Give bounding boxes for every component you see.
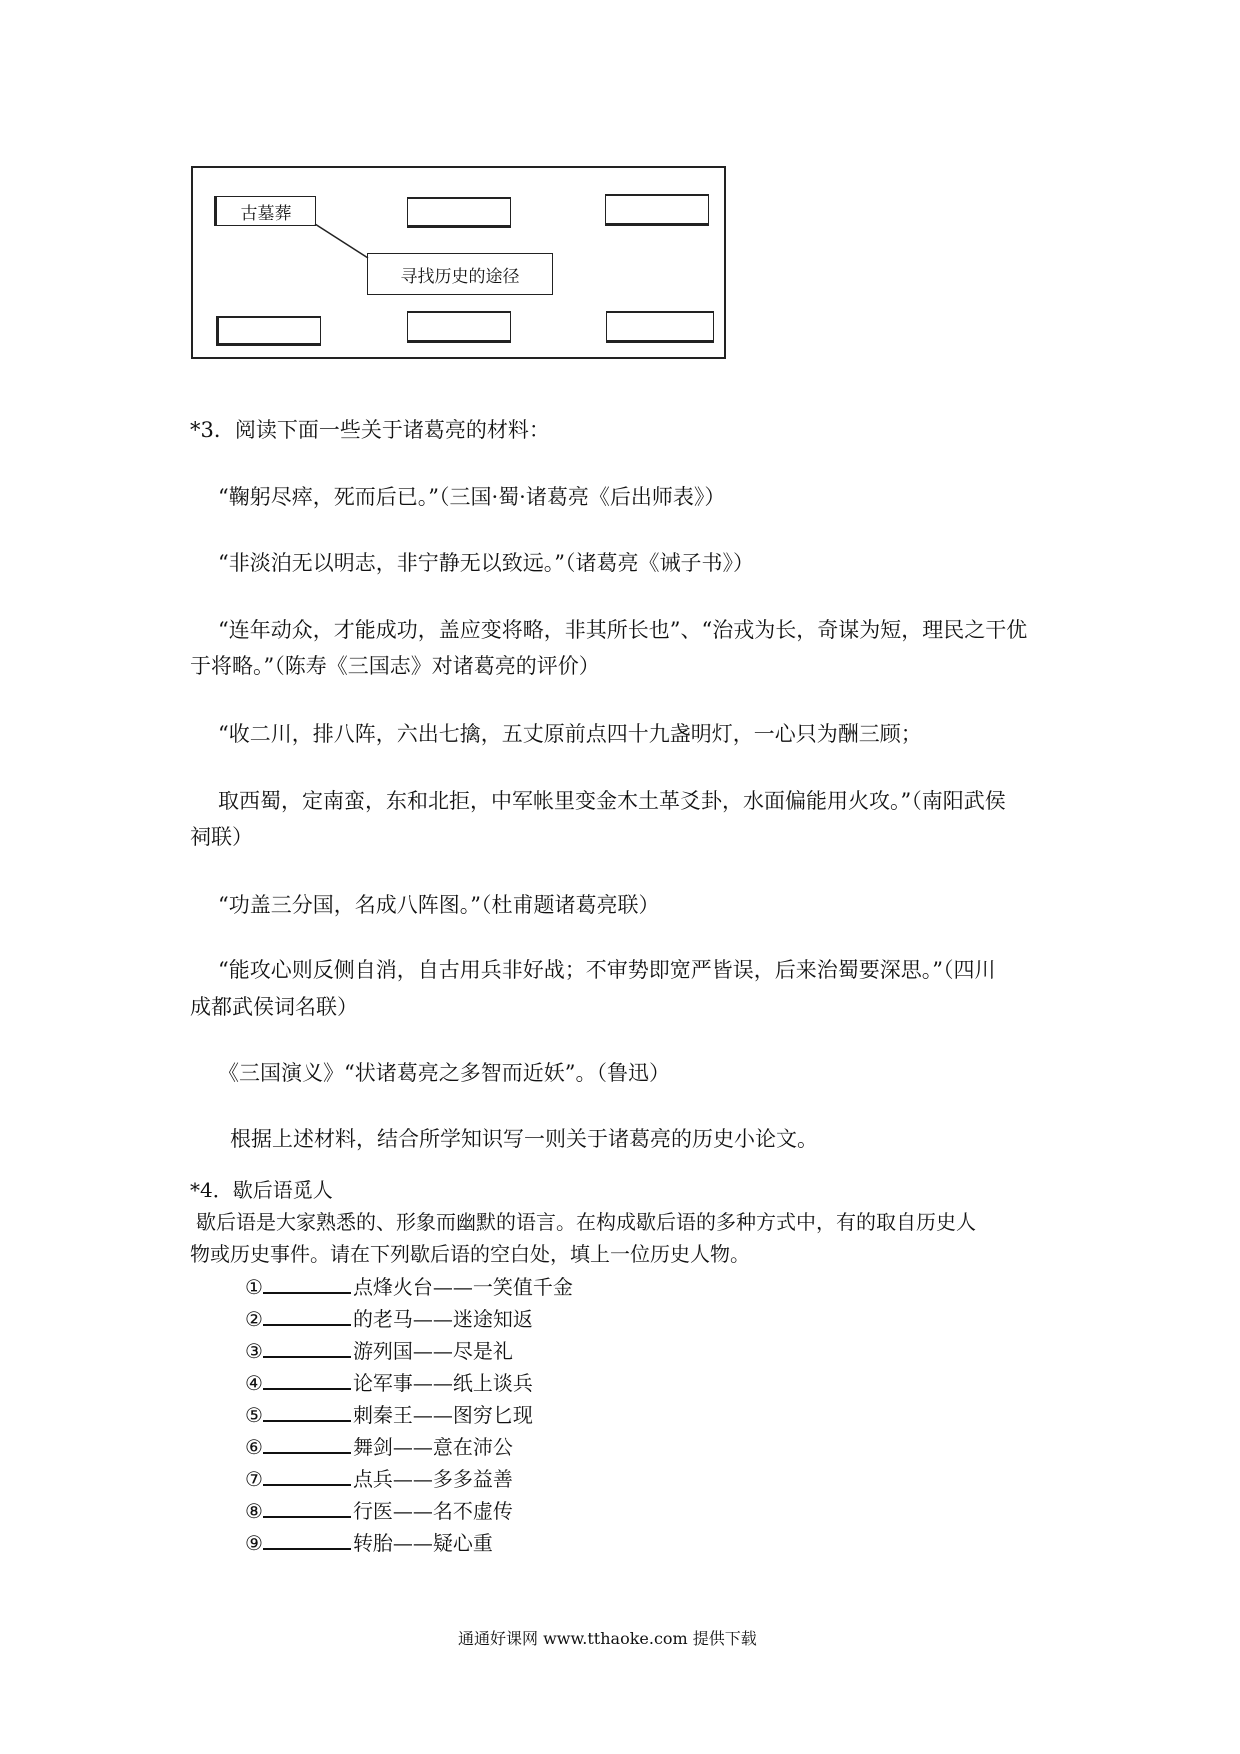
q4-item-number: ⑧ — [245, 1499, 263, 1523]
diagram-box-empty-bottom-left — [216, 316, 321, 346]
q3-material-1: “鞠躬尽瘁，死而后已。”（三国·蜀·诸葛亮《后出师表》） — [218, 485, 726, 509]
q4-item-number: ⑥ — [245, 1435, 263, 1459]
answer-blank[interactable] — [263, 1272, 351, 1294]
answer-blank[interactable] — [263, 1528, 351, 1550]
q4-item — [245, 1335, 513, 1367]
q4-intro-line-1: 歇后语是大家熟悉的、形象而幽默的语言。在构成歇后语的多种方式中，有的取自历史人 — [196, 1210, 976, 1234]
q4-item — [245, 1367, 533, 1399]
q3-material-5-line-2: 祠联） — [190, 825, 253, 849]
q3-heading: *3．阅读下面一些关于诸葛亮的材料： — [190, 418, 550, 442]
q3-task: 根据上述材料，结合所学知识写一则关于诸葛亮的历史小论文。 — [230, 1127, 818, 1151]
q4-item-text: 游列国——尽是礼 — [352, 1339, 513, 1363]
answer-blank[interactable] — [263, 1336, 351, 1358]
q4-item — [245, 1271, 573, 1303]
q4-item-text: 行医——名不虚传 — [352, 1499, 513, 1523]
q4-item — [245, 1399, 533, 1431]
q4-item — [245, 1431, 513, 1463]
q4-item-text: 点烽火台——一笑值千金 — [352, 1275, 573, 1299]
q3-material-2: “非淡泊无以明志，非宁静无以致远。”（诸葛亮《诫子书》） — [218, 551, 754, 575]
q4-item-text: 点兵——多多益善 — [352, 1467, 513, 1491]
q4-item — [245, 1495, 513, 1527]
answer-blank[interactable] — [263, 1464, 351, 1486]
diagram-box-center — [367, 253, 553, 295]
q4-item — [245, 1527, 493, 1559]
q4-item-number: ⑦ — [245, 1467, 263, 1491]
q4-intro-line-2: 物或历史事件。请在下列歇后语的空白处，填上一位历史人物。 — [190, 1242, 750, 1266]
q4-item-text: 刺秦王——图穷匕现 — [352, 1403, 533, 1427]
q3-material-4: “收二川，排八阵，六出七擒，五丈原前点四十九盏明灯，一心只为酬三顾； — [218, 722, 922, 746]
q4-item-number: ① — [245, 1275, 263, 1299]
diagram-box-center-label: 寻找历史的途径 — [400, 266, 520, 287]
answer-blank[interactable] — [263, 1304, 351, 1326]
q3-material-7-line-2: 成都武侯词名联） — [190, 995, 358, 1019]
q4-item-number: ④ — [245, 1371, 263, 1395]
q4-item-text: 舞剑——意在沛公 — [352, 1435, 513, 1459]
diagram-box-empty-bottom-right — [606, 311, 714, 343]
q3-material-6: “功盖三分国，名成八阵图。”（杜甫题诸葛亮联） — [218, 893, 660, 917]
diagram-box-empty-bottom-middle — [407, 311, 511, 343]
q4-item-number: ② — [245, 1307, 263, 1331]
page-footer: 通通好课网 www.tthaoke.com 提供下载 — [458, 1629, 757, 1648]
q4-item-text: 论军事——纸上谈兵 — [352, 1371, 533, 1395]
q3-material-3-line-1: “连年动众，才能成功，盖应变将略，非其所长也”、“治戎为长，奇谋为短，理民之干优 — [218, 618, 1028, 642]
q4-item-number: ③ — [245, 1339, 263, 1363]
q3-material-7-line-1: “能攻心则反侧自消，自古用兵非好战；不审势即宽严皆误，后来治蜀要深思。”（四川 — [218, 958, 996, 982]
q4-item-number: ⑤ — [245, 1403, 263, 1427]
q4-item — [245, 1463, 513, 1495]
q4-item-text: 转胎——疑心重 — [352, 1531, 493, 1555]
q4-item-number: ⑨ — [245, 1531, 263, 1555]
answer-blank[interactable] — [263, 1400, 351, 1422]
answer-blank[interactable] — [263, 1496, 351, 1518]
q4-item-text: 的老马——迷途知返 — [352, 1307, 533, 1331]
diagram-box-ancient-tombs-label: 古墓葬 — [240, 203, 292, 224]
q3-material-3-line-2: 于将略。”（陈寿《三国志》对诸葛亮的评价） — [190, 654, 600, 678]
answer-blank[interactable] — [263, 1432, 351, 1454]
q3-material-8: 《三国演义》“状诸葛亮之多智而近妖”。（鲁迅） — [218, 1061, 670, 1085]
answer-blank[interactable] — [263, 1368, 351, 1390]
diagram-box-empty-top-middle — [407, 197, 511, 228]
diagram-box-empty-top-right — [605, 194, 709, 226]
q4-item — [245, 1303, 533, 1335]
q3-material-5-line-1: 取西蜀，定南蛮，东和北拒，中军帐里变金木土革爻卦，水面偏能用火攻。”（南阳武侯 — [218, 789, 1006, 813]
diagram-box-ancient-tombs — [214, 196, 316, 226]
q4-heading: *4．歇后语觅人 — [190, 1178, 333, 1202]
